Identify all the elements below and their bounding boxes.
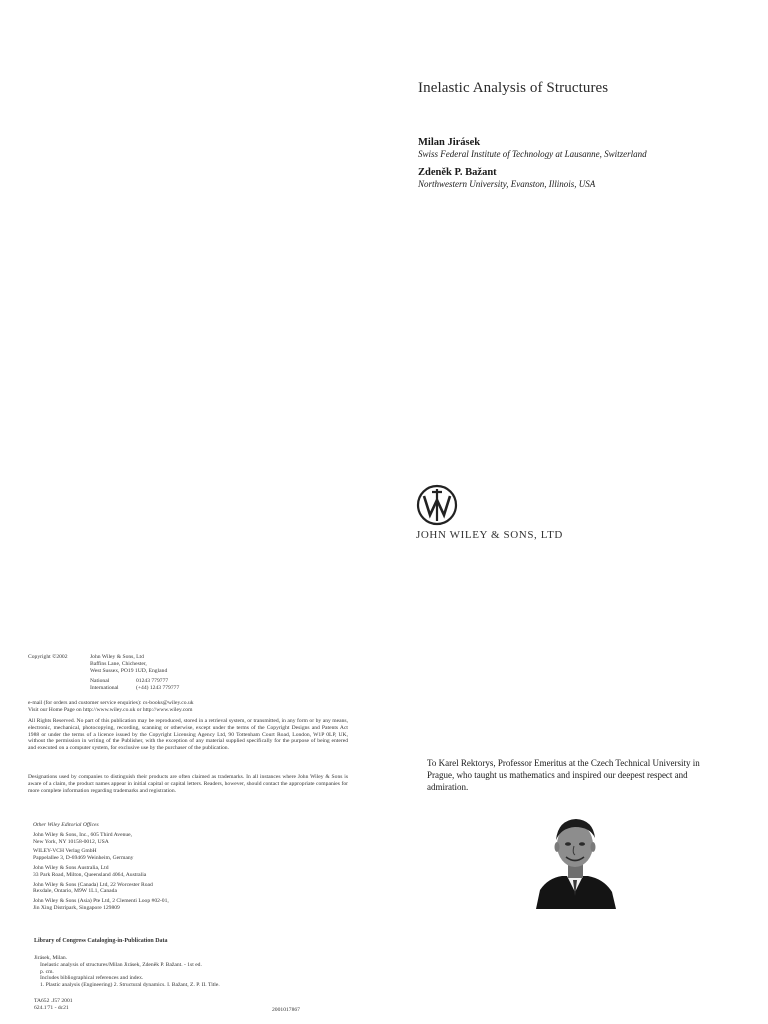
office-line: Rexdale, Ontario, M9W 1L1, Canada	[33, 888, 117, 895]
address-line: Baffins Lane, Chichester,	[90, 660, 147, 667]
publisher-name: JOHN WILEY & SONS, LTD	[416, 529, 563, 541]
cataloging-line: p. cm.	[40, 968, 54, 975]
cataloging-line: 1. Plastic analysis (Engineering) 2. Structural dynamics. I. Bažant, Z. P. II. Title.	[40, 982, 220, 989]
cataloging-line: Inelastic analysis of structures/Milan Jirásek, Zdeněk P. Bažant. - 1st ed.	[40, 961, 202, 968]
office-address	[33, 848, 293, 862]
cataloging-line: Jirásek, Milan.	[34, 955, 68, 961]
office-address	[33, 898, 293, 912]
author-block	[418, 137, 647, 159]
rights-notice: All Rights Reserved. No part of this publication may be reproduced, stored in a retrieval system, or transmitted, in any form or by any means, electronic, mechanical, photocopying, recording, scanning or otherwise, except under the terms of the Copyright Designs and Patents Act 1988 or under the terms of a licence issued by the Copyright Licensing Agency Ltd, 90 Tottenham Court Road, London, W1P 0LP, UK, without the permission in writing of the Publisher, with the exception of any material supplied specifically for the purpose of being entered and executed on a computer system, for exclusive use by the purchaser of the publication.	[28, 718, 348, 752]
address-line: West Sussex, PO19 1UD, England	[90, 667, 168, 674]
contact-info	[28, 700, 308, 714]
phone-value: 01243 779777	[136, 678, 169, 684]
cataloging-data	[34, 955, 334, 989]
office-line: WILEY-VCH Verlag GmbH	[33, 848, 97, 855]
call-number-line: TA652 .J57 2001	[34, 998, 73, 1004]
lccn-number: 2001017867	[272, 1007, 300, 1013]
office-address	[33, 832, 293, 846]
phone-label: National	[90, 678, 110, 684]
phone-numbers	[90, 678, 179, 692]
author-name: Milan Jirásek	[418, 137, 481, 148]
phone-label: International	[90, 684, 119, 691]
trademark-notice: Designations used by companies to distinguish their products are often claimed as trademarks. In all instances where John Wiley & Sons is aware of a claim, the product names appear in initial capital or capital letters. Readers, however, should contact the appropriate companies for more complete information regarding trademarks and registration.	[28, 774, 348, 794]
office-line: 33 Park Road, Milton, Queensland 4064, Australia	[33, 871, 147, 878]
office-line: John Wiley & Sons Australia, Ltd	[33, 864, 109, 871]
other-offices-heading: Other Wiley Editorial Offices	[33, 822, 99, 828]
address-line: John Wiley & Sons, Ltd	[90, 654, 144, 660]
office-line: John Wiley & Sons (Asia) Pte Ltd, 2 Clementi Loop #02-01,	[33, 898, 169, 905]
office-address	[33, 865, 293, 879]
portrait-photo	[534, 806, 616, 909]
office-line: Jin Xing Distripark, Singapore 129809	[33, 904, 120, 911]
website-line: Visit our Home Page on http://www.wiley.co.uk or http://www.wiley.com	[28, 706, 193, 713]
office-line: New York, NY 10158-0012, USA	[33, 838, 109, 845]
email-line: e-mail (for orders and customer service enquiries): cs-books@wiley.co.uk	[28, 700, 194, 706]
wiley-logo-icon	[416, 484, 458, 526]
call-number-line: 624.1'71 - dc21	[34, 1004, 69, 1011]
cataloging-line: Includes bibliographical references and index.	[40, 975, 144, 982]
cataloging-heading: Library of Congress Cataloging-in-Publication Data	[34, 938, 168, 944]
office-line: John Wiley & Sons, Inc., 605 Third Avenue,	[33, 831, 133, 838]
dedication: To Karel Rektorys, Professor Emeritus at the Czech Technical University in Prague, who taught us mathematics and inspired our deepest respect and admiration.	[427, 758, 700, 792]
book-title: Inelastic Analysis of Structures	[418, 80, 609, 96]
author-block	[418, 167, 595, 189]
author-affiliation: Swiss Federal Institute of Technology at Lausanne, Switzerland	[418, 149, 647, 159]
copyright-label: Copyright ©2002	[28, 654, 68, 660]
office-line: John Wiley & Sons (Canada) Ltd, 22 Worcester Road	[33, 881, 153, 888]
author-name: Zdeněk P. Bažant	[418, 167, 497, 178]
office-line: Pappelallee 3, D-69469 Weinheim, Germany	[33, 855, 134, 862]
publisher-address	[90, 654, 230, 674]
other-offices	[33, 822, 293, 915]
author-affiliation: Northwestern University, Evanston, Illinois, USA	[418, 179, 596, 189]
call-number	[34, 998, 73, 1012]
phone-value: (+44) 1243 779777	[136, 684, 180, 691]
office-address	[33, 882, 293, 896]
